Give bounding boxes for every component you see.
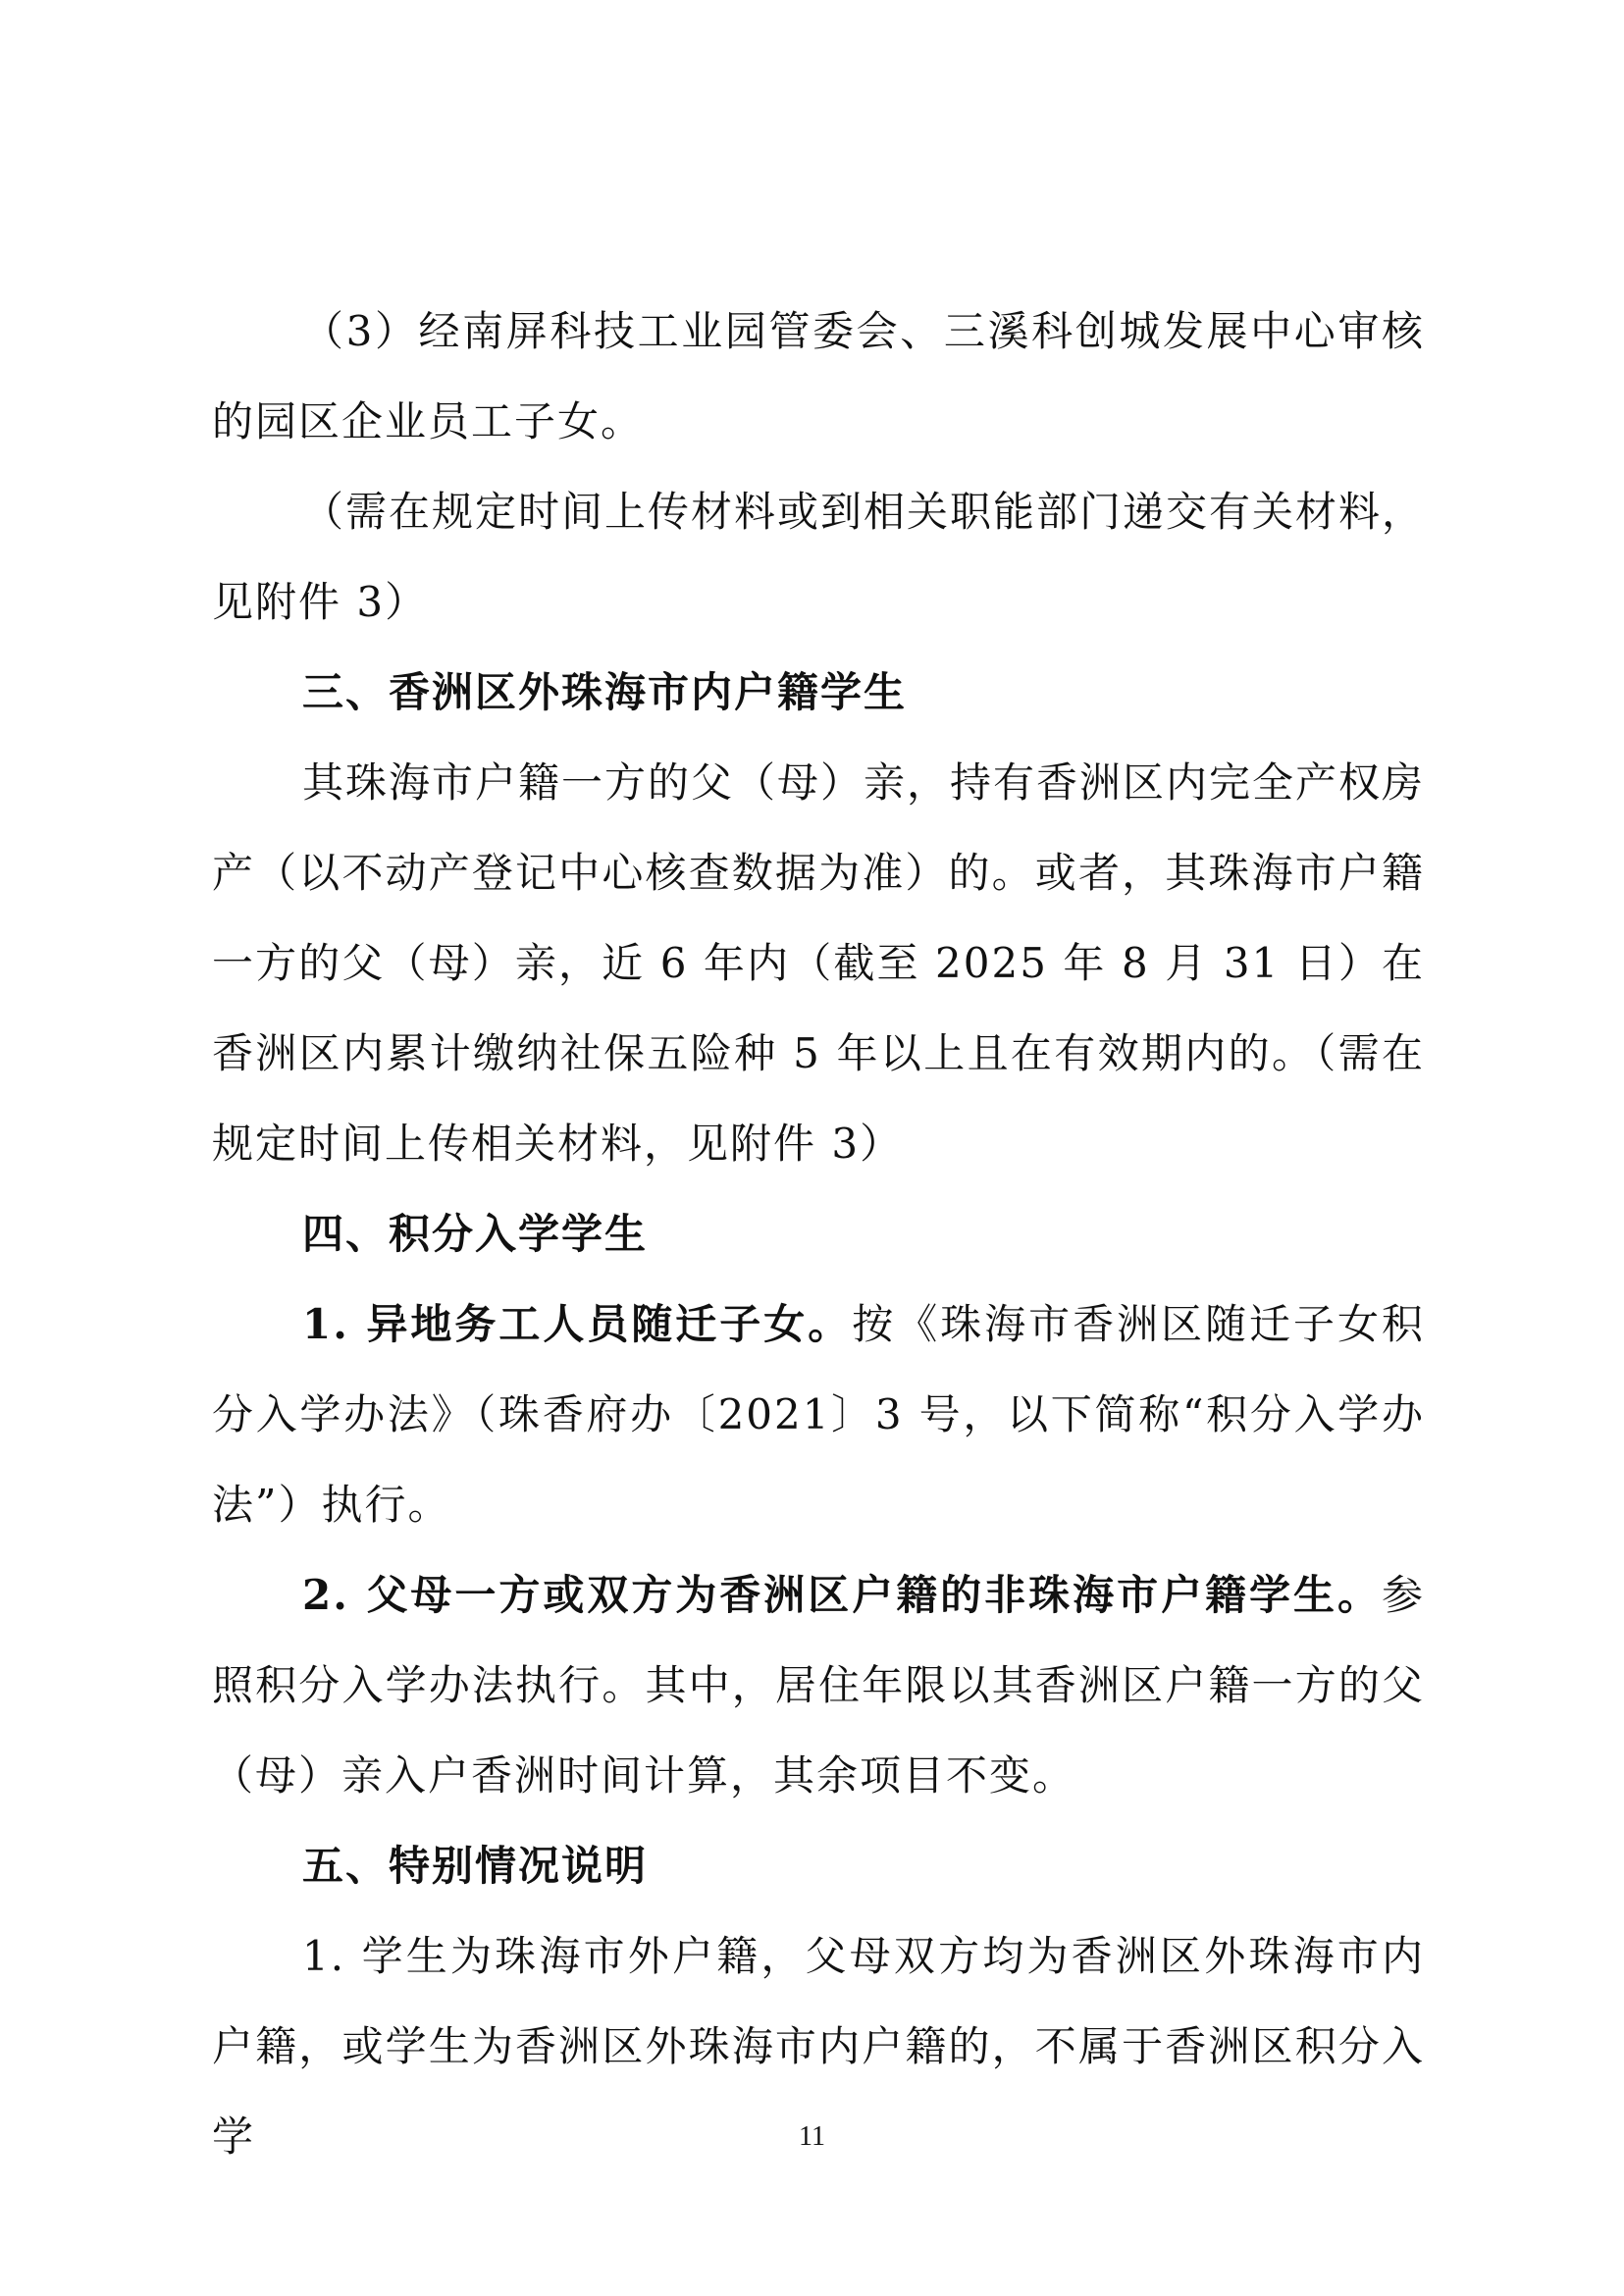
section-heading-four: 四、积分入学学生 [302,1210,649,1258]
section-heading-three: 三、香洲区外珠海市内户籍学生 [302,668,908,716]
section-heading-five: 五、特别情况说明 [302,1842,649,1890]
paragraph-xiangzhou-parents [212,1550,1425,1821]
paragraph-park-employee-children: （3）经南屏科技工业园管委会、三溪科创城发展中心审核的园区企业员工子女。 [212,307,1425,445]
paragraph-migrant-children-text: 按《珠海市香洲区随迁子女积分入学办法》（珠香府办〔2021〕3 号，以下简称“积分入学办法”）执行。 [212,1300,1425,1529]
paragraph-zhuhai-household: 其珠海市户籍一方的父（母）亲，持有香洲区内完全产权房产（以不动产登记中心核查数据为准）的。或者，其珠海市户籍一方的父（母）亲，近 6 年内（截至 2025 年 8 月 31 日）在香洲区内累计缴纳社保五险种 5 年以上且在有效期内的。（需在规定时间上传相关材料，见附件 3） [212,758,1426,1168]
paragraph-migrant-children-title: 1. 异地务工人员随迁子女。 [302,1300,853,1348]
paragraph-special-case: 1. 学生为珠海市外户籍，父母双方均为香洲区外珠海市内户籍，或学生为香洲区外珠海市内户籍的，不属于香洲区积分入学 [212,1932,1425,2161]
paragraph-xiangzhou-parents-title: 2. 父母一方或双方为香洲区户籍的非珠海市户籍学生。 [302,1571,1382,1619]
paragraph-material-note: （需在规定时间上传材料或到相关职能部门递交有关材料，见附件 3） [212,488,1426,626]
paragraph-migrant-children [212,1279,1425,1550]
document-body [212,287,1425,2182]
page-number: 11 [799,2121,825,2152]
paragraph-xiangzhou-parents-text: 参照积分入学办法执行。其中，居住年限以其香洲区户籍一方的父（母）亲入户香洲时间计算，其余项目不变。 [212,1571,1425,1800]
